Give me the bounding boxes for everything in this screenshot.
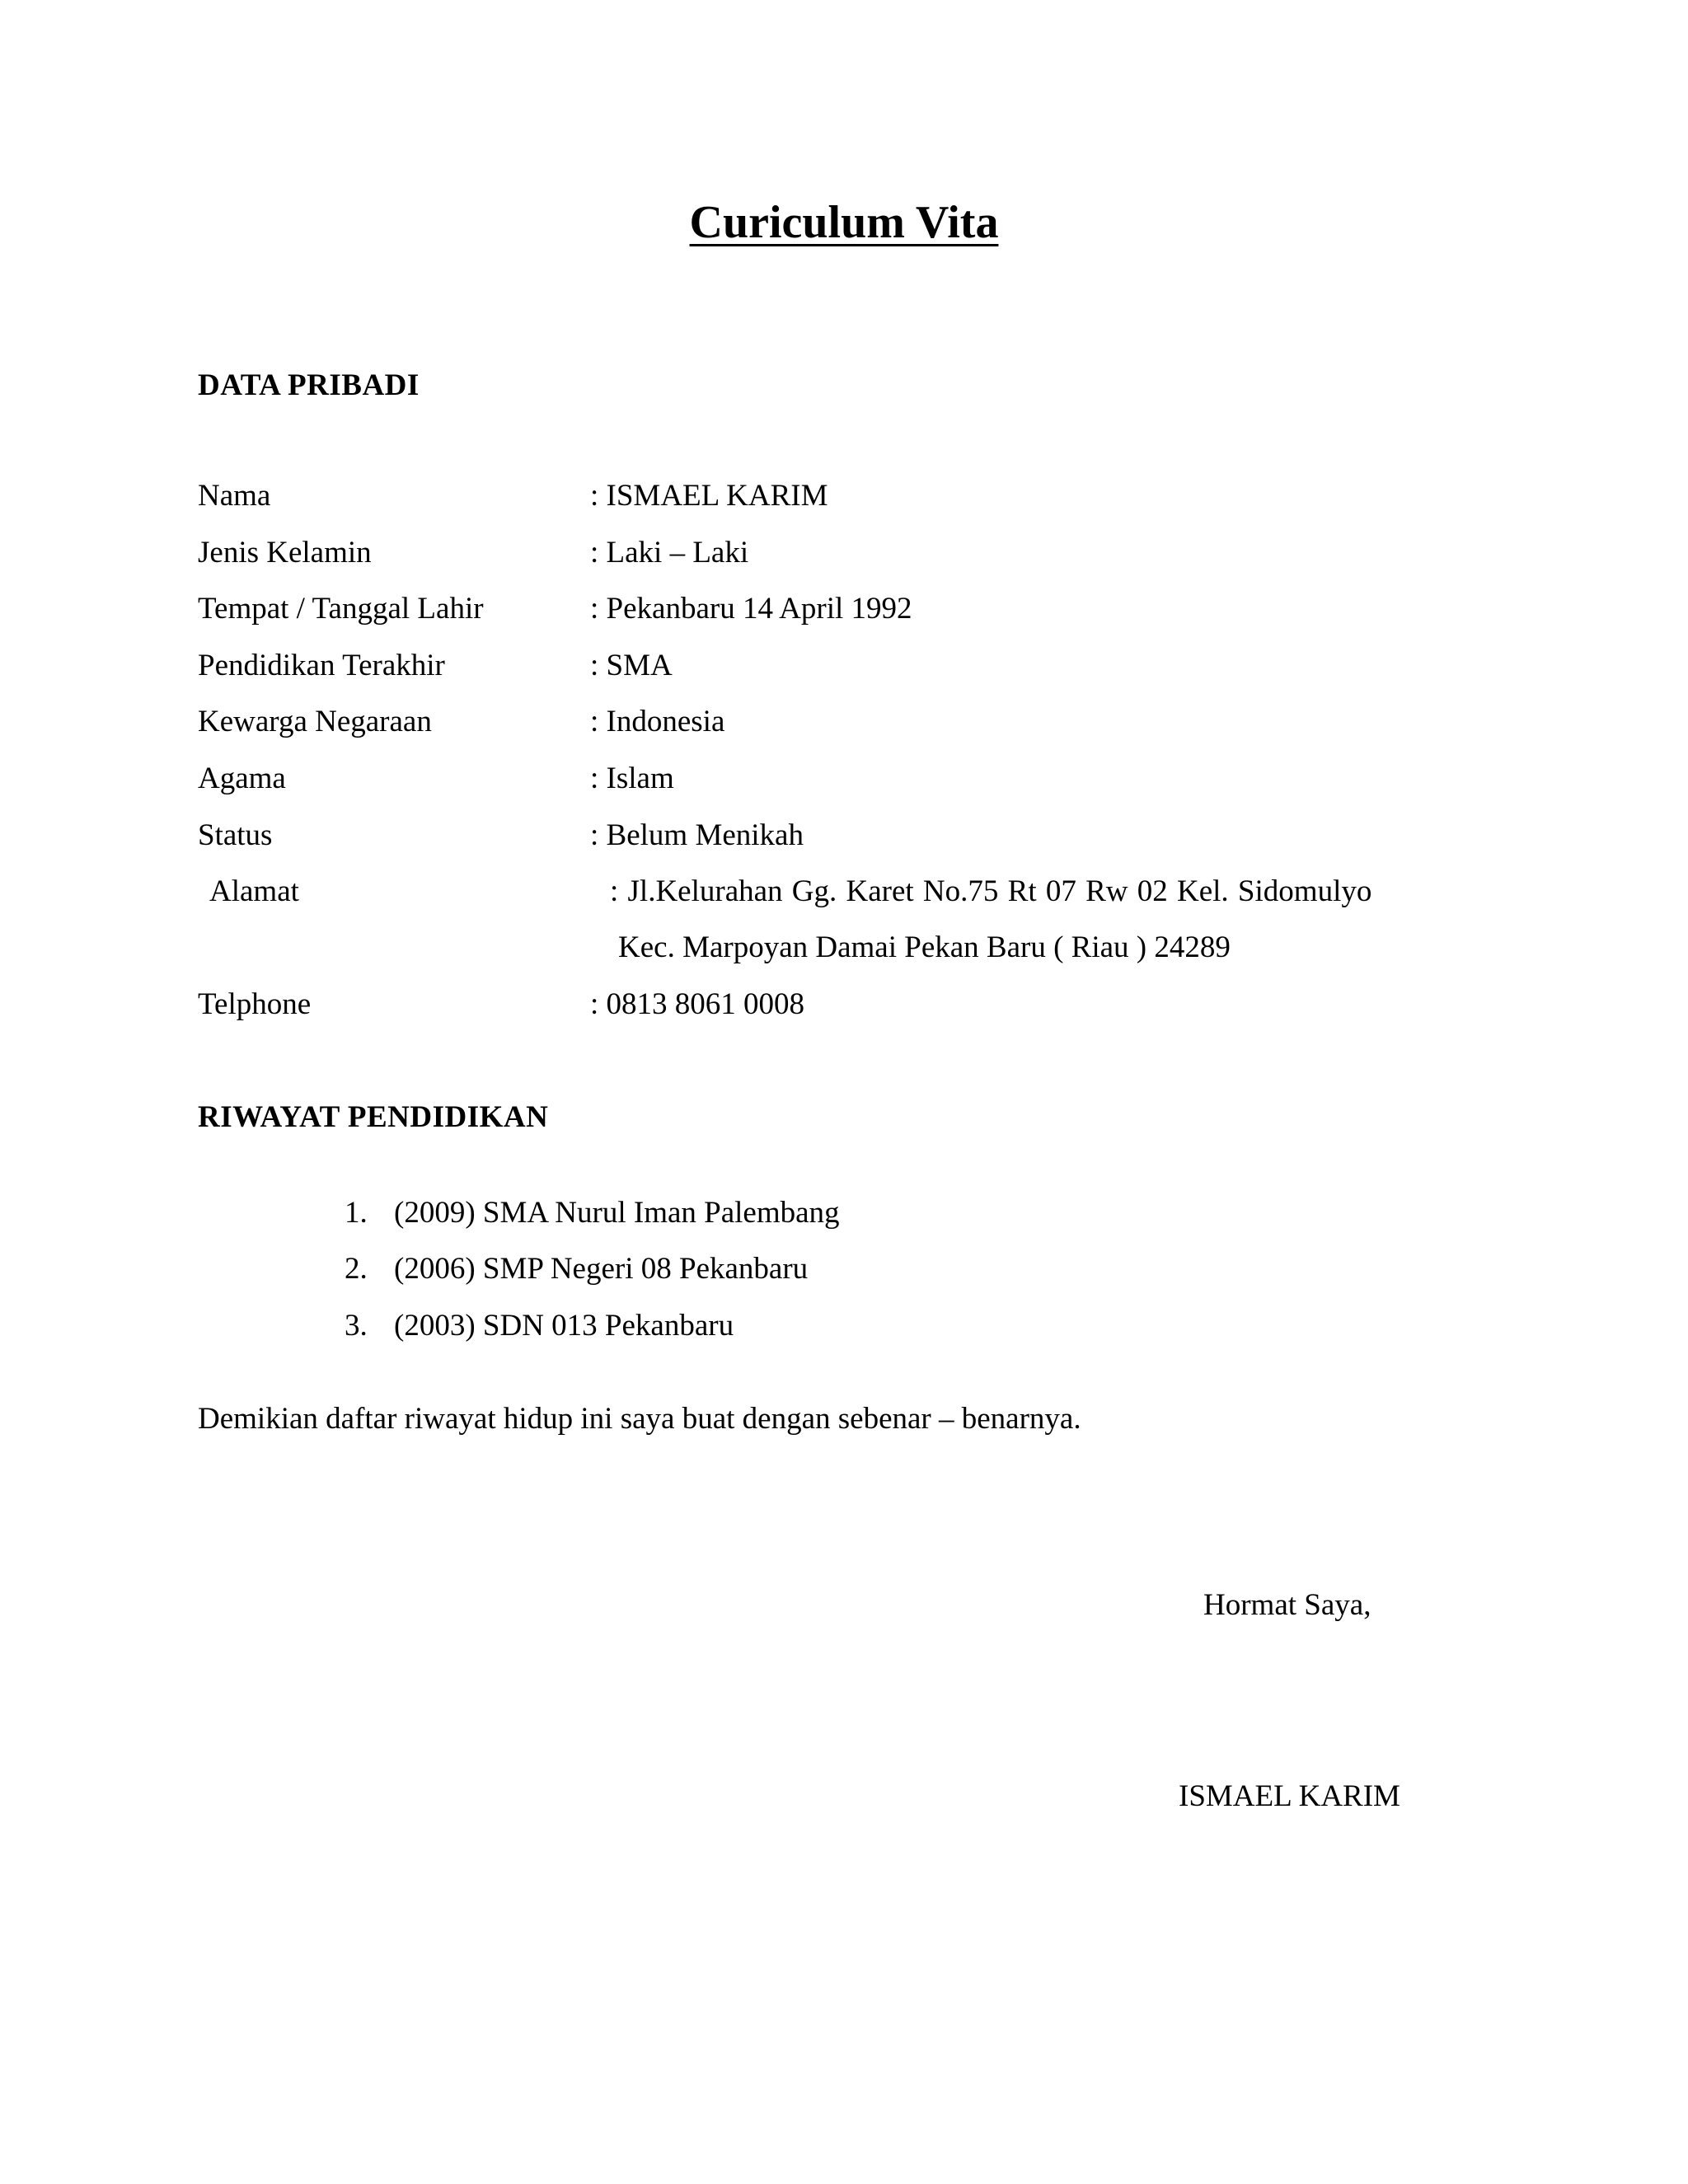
signature-salutation: Hormat Saya, xyxy=(1203,1588,1372,1622)
field-label-status: Status xyxy=(198,818,273,852)
field-label-telphone: Telphone xyxy=(198,987,312,1021)
personal-data-heading: DATA PRIBADI xyxy=(198,368,420,402)
education-heading: RIWAYAT PENDIDIKAN xyxy=(198,1100,549,1134)
closing-statement: Demikian daftar riwayat hidup ini saya buat dengan sebenar – benarnya. xyxy=(198,1402,1081,1436)
field-value-kewarganegaraan: : Indonesia xyxy=(590,705,725,738)
education-item-text: (2006) SMP Negeri 08 Pekanbaru xyxy=(394,1252,809,1286)
education-item-text: (2009) SMA Nurul Iman Palembang xyxy=(394,1196,840,1230)
field-value-telphone: : 0813 8061 0008 xyxy=(590,987,805,1021)
field-label-nama: Nama xyxy=(198,479,271,513)
field-value-nama: : ISMAEL KARIM xyxy=(590,479,828,513)
field-value-pendidikan-terakhir: : SMA xyxy=(590,649,673,682)
field-label-jenis-kelamin: Jenis Kelamin xyxy=(198,536,372,569)
field-value-status: : Belum Menikah xyxy=(590,818,804,852)
field-value-alamat-line2: Kec. Marpoyan Damai Pekan Baru ( Riau ) 24289 xyxy=(618,930,1231,964)
field-label-pendidikan-terakhir: Pendidikan Terakhir xyxy=(198,649,445,682)
field-value-tempat-tanggal-lahir: : Pekanbaru 14 April 1992 xyxy=(590,592,912,626)
field-label-tempat-tanggal-lahir: Tempat / Tanggal Lahir xyxy=(198,592,484,626)
signature-name: ISMAEL KARIM xyxy=(1179,1779,1400,1813)
education-item-number: 1. xyxy=(345,1196,368,1230)
education-item-text: (2003) SDN 013 Pekanbaru xyxy=(394,1309,734,1343)
field-label-kewarganegaraan: Kewarga Negaraan xyxy=(198,705,432,738)
field-label-alamat: Alamat xyxy=(209,874,299,908)
field-value-agama: : Islam xyxy=(590,762,674,795)
field-value-alamat-line1: : Jl.Kelurahan Gg. Karet No.75 Rt 07 Rw 02 Kel. Sidomulyo xyxy=(610,874,1372,908)
document-title: Curiculum Vita xyxy=(689,197,999,248)
field-label-agama: Agama xyxy=(198,762,286,795)
field-value-jenis-kelamin: : Laki – Laki xyxy=(590,536,749,569)
education-item-number: 3. xyxy=(345,1309,368,1343)
education-item-number: 2. xyxy=(345,1252,368,1286)
